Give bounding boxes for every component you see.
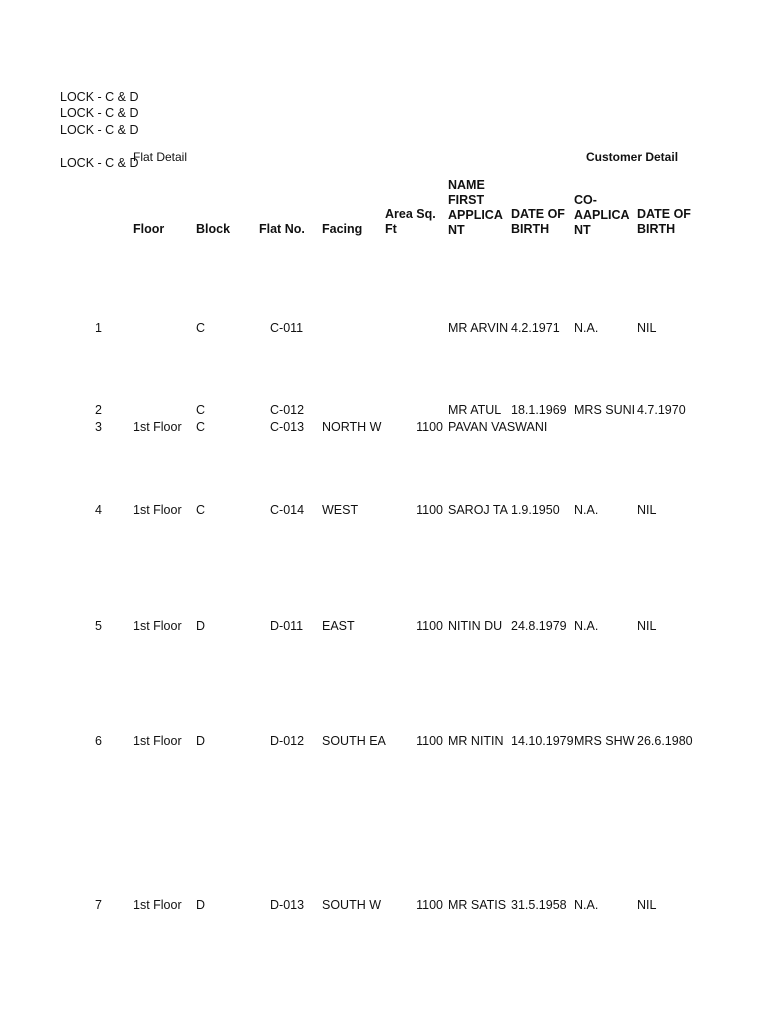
row-dob-co-applicant: 26.6.1980 <box>637 734 693 748</box>
row-dob-co-applicant: NIL <box>637 898 657 912</box>
row-flat-no: D-012 <box>270 734 305 748</box>
row-dob-applicant: 1.9.1950 <box>511 503 560 517</box>
block-label: LOCK - C & D <box>60 90 139 104</box>
row-first-applicant: NITIN DU <box>448 619 503 633</box>
row-serial: 1 <box>95 321 102 335</box>
header-dob-co-applicant: DATE OF BIRTH <box>637 207 691 236</box>
header-co-applicant: CO- AAPLICA NT <box>574 193 630 237</box>
row-co-applicant: MRS SUNI <box>574 403 636 417</box>
row-flat-no: C-014 <box>270 503 305 517</box>
row-block: D <box>196 898 206 912</box>
row-dob-applicant: 4.2.1971 <box>511 321 560 335</box>
row-area: 1100 <box>416 619 443 633</box>
row-first-applicant: PAVAN VASWANI <box>448 420 548 434</box>
row-area: 1100 <box>416 734 443 748</box>
row-serial: 3 <box>95 420 102 434</box>
row-floor: 1st Floor <box>133 619 182 633</box>
row-block: C <box>196 503 206 517</box>
row-area: 1100 <box>416 503 443 517</box>
row-co-applicant: MRS SHW <box>574 734 635 748</box>
row-first-applicant: MR SATIS <box>448 898 507 912</box>
block-label: LOCK - C & D <box>60 156 139 170</box>
row-first-applicant: SAROJ TA <box>448 503 508 517</box>
row-serial: 4 <box>95 503 102 517</box>
row-first-applicant: MR NITIN <box>448 734 504 748</box>
row-facing: SOUTH W <box>322 898 382 912</box>
row-dob-applicant: 18.1.1969 <box>511 403 567 417</box>
row-facing: SOUTH EA <box>322 734 386 748</box>
flat-detail-title: Flat Detail <box>133 150 188 164</box>
block-label: LOCK - C & D <box>60 106 139 120</box>
row-serial: 2 <box>95 403 102 417</box>
row-co-applicant: N.A. <box>574 503 599 517</box>
row-block: C <box>196 420 206 434</box>
row-flat-no: C-011 <box>270 321 304 335</box>
row-flat-no: C-012 <box>270 403 305 417</box>
row-serial: 5 <box>95 619 102 633</box>
row-first-applicant: MR ARVIN <box>448 321 509 335</box>
block-label: LOCK - C & D <box>60 123 139 137</box>
row-flat-no: D-011 <box>270 619 304 633</box>
header-dob-applicant: DATE OF BIRTH <box>511 207 565 236</box>
header-first-applicant: NAME FIRST APPLICA NT <box>448 178 503 237</box>
header-floor: Floor <box>133 222 165 236</box>
row-first-applicant: MR ATUL <box>448 403 502 417</box>
row-co-applicant: N.A. <box>574 898 599 912</box>
row-dob-applicant: 14.10.1979 <box>511 734 574 748</box>
row-dob-co-applicant: NIL <box>637 503 657 517</box>
row-co-applicant: N.A. <box>574 321 599 335</box>
row-co-applicant: N.A. <box>574 619 599 633</box>
row-facing: WEST <box>322 503 359 517</box>
header-area: Area Sq. Ft <box>385 207 436 236</box>
row-block: D <box>196 619 206 633</box>
row-dob-applicant: 24.8.1979 <box>511 619 567 633</box>
header-facing: Facing <box>322 222 363 236</box>
row-dob-co-applicant: NIL <box>637 619 657 633</box>
row-block: C <box>196 321 206 335</box>
row-block: D <box>196 734 206 748</box>
row-facing: EAST <box>322 619 355 633</box>
row-dob-co-applicant: 4.7.1970 <box>637 403 686 417</box>
row-block: C <box>196 403 206 417</box>
row-flat-no: C-013 <box>270 420 305 434</box>
row-facing: NORTH W <box>322 420 382 434</box>
customer-detail-title: Customer Detail <box>586 150 679 164</box>
row-dob-applicant: 31.5.1958 <box>511 898 567 912</box>
row-floor: 1st Floor <box>133 420 182 434</box>
row-floor: 1st Floor <box>133 898 182 912</box>
header-block: Block <box>196 222 231 236</box>
row-area: 1100 <box>416 420 443 434</box>
row-area: 1100 <box>416 898 443 912</box>
row-serial: 7 <box>95 898 102 912</box>
row-flat-no: D-013 <box>270 898 305 912</box>
header-flat-no: Flat No. <box>259 222 305 236</box>
row-floor: 1st Floor <box>133 734 182 748</box>
row-dob-co-applicant: NIL <box>637 321 657 335</box>
row-floor: 1st Floor <box>133 503 182 517</box>
row-serial: 6 <box>95 734 102 748</box>
